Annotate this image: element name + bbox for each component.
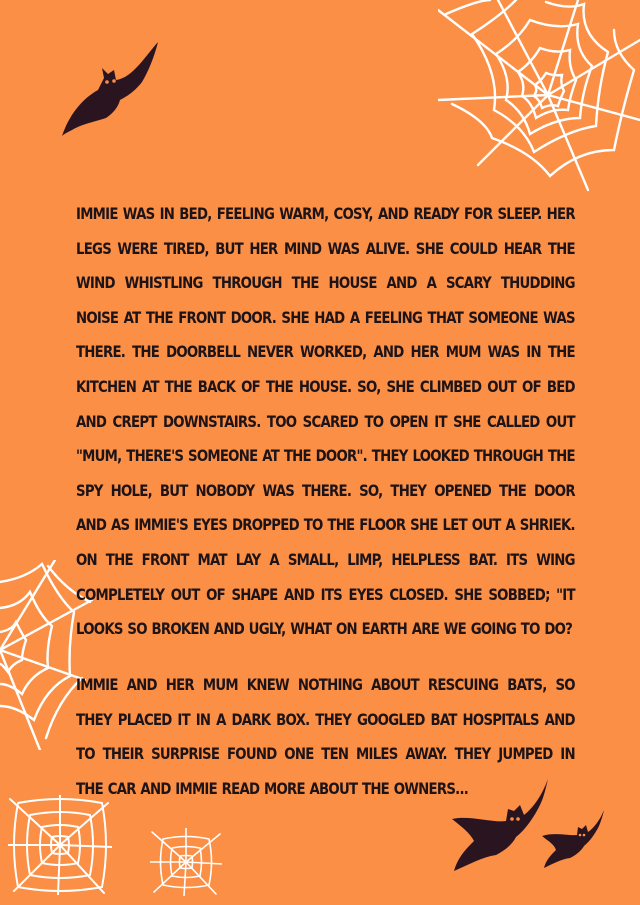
spider-web-icon [438, 0, 640, 200]
story-paragraph: IMMIE AND HER MUM KNEW NOTHING ABOUT RESCUING BATS, SO THEY PLACED IT IN A DARK BOX. THEY GOOGLED BAT HOSPITALS AND TO THEIR SURPRISE FOUND ONE TEN MILES AWAY. THEY JUMPED IN THE CAR AND IMMIE READ MORE ABOUT THE OWNERS... [76, 675, 575, 798]
story-paragraph: IMMIE WAS IN BED, FEELING WARM, COSY, AND READY FOR SLEEP. HER LEGS WERE TIRED, BUT HER MIND WAS ALIVE. SHE COULD HEAR THE WIND WHISTLING THROUGH THE HOUSE AND A SCARY THUDDING NOISE AT THE FRONT DOOR. SHE HAD A FEELING THAT SOMEONE WAS THERE. THE DOORBELL NEVER WORKED, AND HER MUM WAS IN THE KITCHEN AT THE BACK OF THE HOUSE. SO, SHE CLIMBED OUT OF BED AND CREPT DOWNSTAIRS. TOO SCARED TO OPEN IT SHE CALLED OUT "MUM, THERE'S SOMEONE AT THE DOOR". THEY LOOKED THROUGH THE SPY HOLE, BUT NOBODY WAS THERE. SO, THEY OPENED THE DOOR AND AS IMMIE'S EYES DROPPED TO THE FLOOR SHE LET OUT A SHRIEK. ON THE FRONT MAT LAY A SMALL, LIMP, HELPLESS BAT. ITS WING COMPLETELY OUT OF SHAPE AND ITS EYES CLOSED. SHE SOBBED; "IT LOOKS SO BROKEN AND UGLY, WHAT ON EARTH ARE WE GOING TO DO? [76, 204, 575, 639]
spider-web-icon [150, 828, 222, 896]
spider-web-icon [8, 795, 112, 895]
bat-icon [540, 808, 606, 870]
bat-icon [58, 38, 162, 142]
